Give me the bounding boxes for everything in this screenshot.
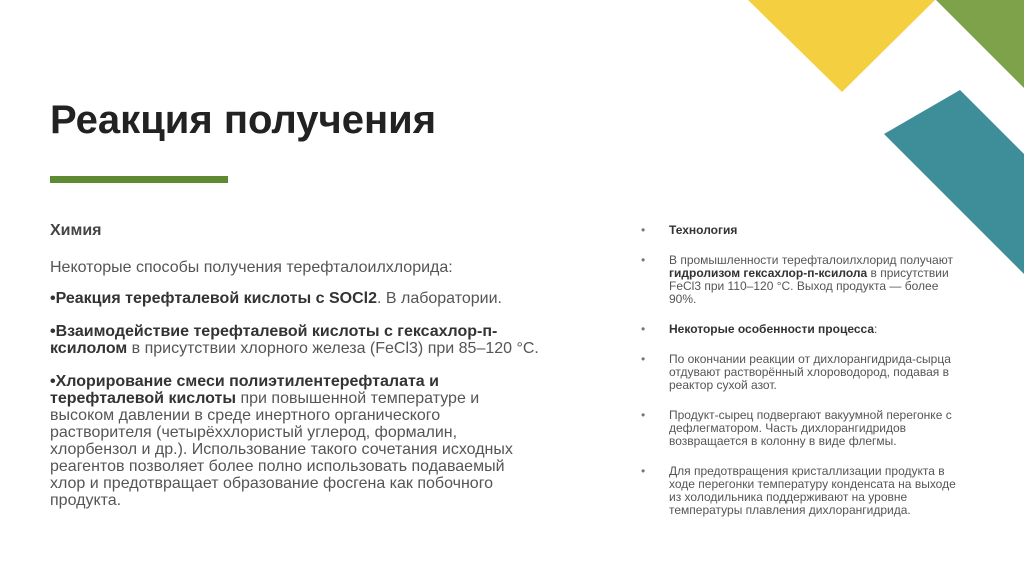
bullet-icon: • [641, 464, 646, 478]
list-item: • Для предотвращения кристаллизации продукта в ходе перегонки температуру конденсата на выходе из холодильника поддерживают на уровне температуры плавления дихлорангидрида. [641, 464, 956, 517]
method-title: •Взаимодействие терефталевой кислоты с гексахлор-п-ксилолом [50, 323, 498, 357]
method-item [50, 323, 540, 357]
list-item: • По окончании реакции от дихлорангидрида-сырца отдувают растворённый хлороводород, подавая в реактор сухой азот. [641, 352, 951, 392]
method-item [50, 290, 540, 307]
method-text: . В лаборатории. [376, 290, 502, 307]
right-column [641, 224, 961, 534]
list-item: • Технология [641, 223, 738, 237]
bullet-icon: • [641, 408, 646, 422]
bullet-icon: • [641, 253, 646, 267]
method-item [50, 373, 540, 509]
slide-title: Реакция получения [50, 98, 437, 142]
list-item: • Продукт-сырец подвергают вакуумной перегонке с дефлегматором. Часть дихлорангидридов возвращается в колонну в виде флегмы. [641, 408, 952, 448]
method-title: •Реакция терефталевой кислоты с SOCl2 [50, 290, 377, 307]
bullet-icon: • [641, 352, 646, 366]
method-title: •Хлорирование смеси полиэтилентерефталата и терефталевой кислоты [50, 373, 439, 407]
method-text: в присутствии хлорного железа (FeCl3) при 85–120 °C. [127, 340, 539, 357]
title-underline [50, 176, 228, 183]
method-text: при повышенной температуре и высоком давлении в среде инертного органического растворителя (четырёххлористый углерод, формалин, хлорбензол и др.). Использование такого сочетания исходных реагентов позволяет более полно использовать подаваемый хлор и предотвращает образование фосгена как побочного продукта. [50, 390, 513, 509]
left-column [50, 222, 540, 525]
list-item: • В промышленности терефталоилхлорид получают гидролизом гексахлор-п-ксилола в присутствии FeCl3 при 110–120 °C. Выход продукта — более 90%. [641, 253, 953, 306]
bullet-icon: • [641, 223, 646, 237]
yellow-triangle [748, 0, 935, 92]
left-intro: Некоторые способы получения терефталоилхлорида: [50, 259, 453, 276]
left-heading: Химия [50, 222, 102, 239]
list-item: • Некоторые особенности процесса: [641, 322, 878, 336]
bullet-icon: • [641, 322, 646, 336]
green-triangle [936, 0, 1024, 88]
